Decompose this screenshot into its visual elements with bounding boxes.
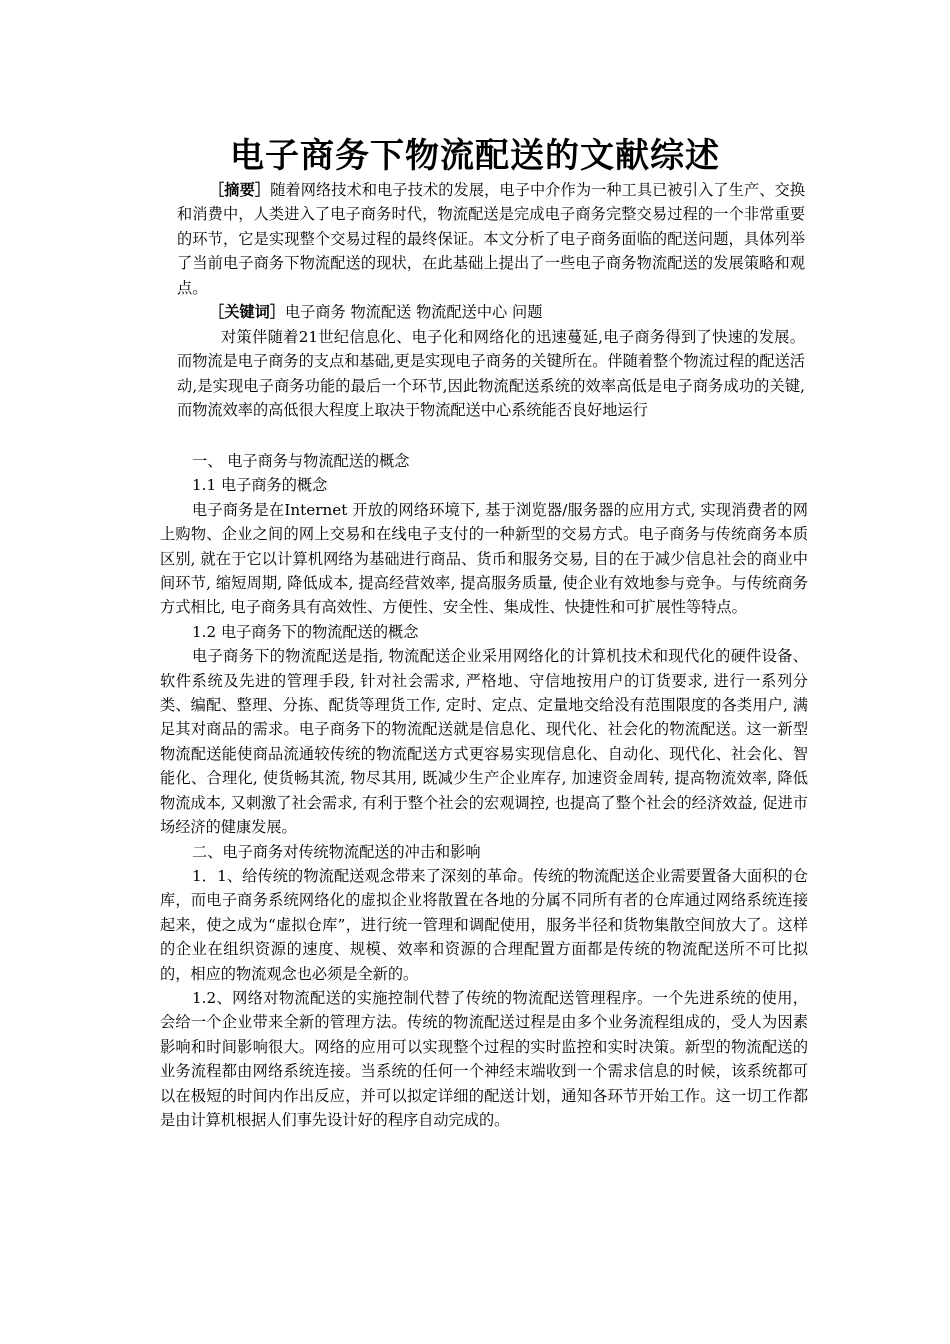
keywords-paragraph — [177, 300, 805, 324]
abstract-paragraph — [177, 178, 805, 300]
section2-heading: 二、电子商务对传统物流配送的冲击和影响 — [192, 842, 481, 861]
abstract-section — [177, 178, 805, 300]
section2-paragraph-1: 1．1、给传统的物流配送观念带来了深刻的革命。传统的物流配送企业需要置备大面积的仓库，而电子商务系统网络化的虚拟企业将散置在各地的分属不同所有者的仓库通过网络系统连接起来，使之成为“虚拟仓库”，进行统一管理和调配使用，服务半径和货物集散空间放大了。这样的企业在组织资源的速度、规模、效率和资源的合理配置方面都是传统的物流配送所不可比拟的，相应的物流观念也必须是全新的。 — [160, 866, 808, 983]
keywords-text: 电子商务 物流配送 物流配送中心 问题 — [284, 303, 543, 321]
section1-sub2-paragraph: 电子商务下的物流配送是指, 物流配送企业采用网络化的计算机技术和现代化的硬件设备、软件系统及先进的管理手段, 针对社会需求, 严格地、守信地按用户的订货要求, 进行一系列分类、编配、整理、分拣、配货等理货工作, 定时、定点、定量地交给没有范围限度的各类用户, 满足其对商品的需求。电子商务下的物流配送就是信息化、现代化、社会化的物流配送。这一新型物流配送能使商品流通较传统的物流配送方式更容易实现信息化、自动化、现代化、社会化、智能化、合理化, 使货畅其流, 物尽其用, 既减少生产企业库存, 加速资金周转, 提高物流效率, 降低物流成本, 又刺激了社会需求, 有利于整个社会的宏观调控, 也提高了整个社会的经济效益, 促进市场经济的健康发展。 — [160, 647, 808, 837]
section1-heading: 一、 电子商务与物流配送的概念 — [192, 452, 410, 470]
keywords-section — [177, 300, 805, 324]
section1-sub1-paragraph: 电子商务是在Internet 开放的网络环境下, 基于浏览器/服务器的应用方式, 实现消费者的网上购物、企业之间的网上交易和在线电子支付的一种新型的交易方式。电子商务与传统商务本质区别, 就在于它以计算机网络为基础进行商品、货币和服务交易, 目的在于减少信息社会的商业中间环节, 缩短周期, 降低成本, 提高经营效率, 提高服务质量, 使企业有效地参与竞争。与传统商务方式相比, 电子商务具有高效性、方便性、安全性、集成性、快捷性和可扩展性等特点。 — [160, 500, 808, 617]
abstract-text: 随着网络技术和电子技术的发展，电子中介作为一种工具已被引入了生产、交换和消费中，人类进入了电子商务时代，物流配送是完成电子商务完整交易过程的一个非常重要的环节，它是实现整个交易过程的最终保证。本文分析了电子商务面临的配送问题，具体列举了当前电子商务下物流配送的现状，在此基础上提出了一些电子商务物流配送的发展策略和观点。 — [177, 181, 806, 297]
intro-section — [177, 325, 805, 423]
section1-sub2-heading: 1.2 电子商务下的物流配送的概念 — [192, 622, 419, 641]
section2-paragraph-2: 1.2、网络对物流配送的实施控制代替了传统的物流配送管理程序。一个先进系统的使用，会给一个企业带来全新的管理方法。传统的物流配送过程是由多个业务流程组成的，受人为因素影响和时间影响很大。网络的应用可以实现整个过程的实时监控和实时决策。新型的物流配送的业务流程都由网络系统连接。当系统的任何一个神经末端收到一个需求信息的时候，该系统都可以在极短的时间内作出反应，并可以拟定详细的配送计划，通知各环节开始工作。这一切工作都是由计算机根据人们事先设计好的程序自动完成的。 — [160, 988, 808, 1129]
section1-sub1-heading: 1.1 电子商务的概念 — [192, 476, 328, 495]
document-title: 电子商务下物流配送的文献综述 — [230, 136, 720, 176]
body-section — [160, 449, 808, 1132]
abstract-label: ［摘要］ — [209, 181, 271, 199]
keywords-label: ［关键词］ — [209, 303, 285, 321]
intro-paragraph: 对策伴随着21世纪信息化、电子化和网络化的迅速蔓延,电子商务得到了快速的发展。而物流是电子商务的支点和基础,更是实现电子商务的关键所在。伴随着整个物流过程的配送活动,是实现电子商务功能的最后一个环节,因此物流配送系统的效率高低是电子商务成功的关键,而物流效率的高低很大程度上取决于物流配送中心系统能否良好地运行 — [177, 328, 805, 420]
